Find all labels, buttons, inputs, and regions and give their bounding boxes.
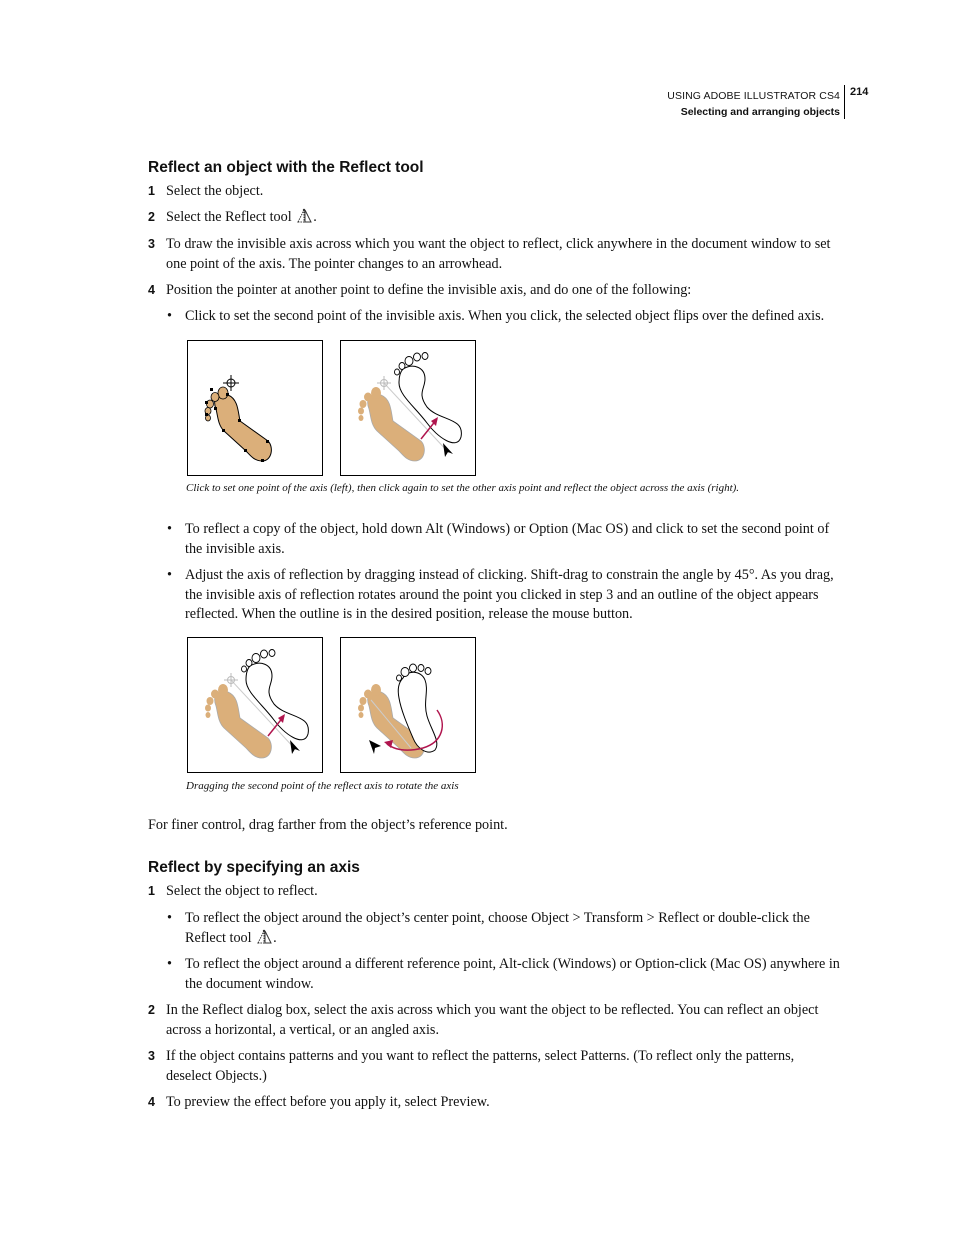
step-number: 3 bbox=[148, 237, 155, 251]
bullet-suffix: . bbox=[273, 929, 277, 946]
foot-drag-illustration bbox=[188, 638, 324, 774]
bullet-dot: • bbox=[167, 308, 172, 324]
bullet-item bbox=[167, 520, 847, 559]
bullet-item bbox=[167, 307, 847, 327]
bullet-dot: • bbox=[167, 567, 172, 583]
bullet-item bbox=[167, 566, 847, 625]
bullet-text: Click to set the second point of the invisible axis. When you click, the selected object flips over the defined axis. bbox=[185, 308, 825, 324]
step-text: Select the object. bbox=[166, 183, 264, 199]
step-text: To draw the invisible axis across which you want the object to reflect, click anywhere in the document window to set one point of the axis. The pointer changes to an arrowhead. bbox=[166, 236, 831, 272]
step-text: Select the Reflect tool bbox=[166, 209, 292, 225]
step-1 bbox=[148, 182, 848, 202]
step-number: 3 bbox=[148, 1049, 155, 1063]
bullet-text: To reflect the object around the object’s center point, choose Object > Transform > Reflect or double-click the Reflect tool bbox=[185, 910, 810, 946]
running-header bbox=[667, 88, 840, 120]
bullet-item bbox=[167, 955, 847, 994]
step-1 bbox=[148, 882, 848, 902]
step-4 bbox=[148, 281, 848, 301]
bullet-item bbox=[167, 909, 847, 948]
section-heading-reflect-tool: Reflect an object with the Reflect tool bbox=[148, 159, 424, 176]
foot-rotate-illustration bbox=[341, 638, 477, 774]
foot-reflection-illustration bbox=[341, 341, 477, 477]
bullet-text: Adjust the axis of reflection by dragging instead of clicking. Shift-drag to constrain the angle by 45°. As you drag, the invisible axis of reflection rotates around the point you clicked in step 3 and an outline of the object appears reflected. When the outline is in the desired position, release the mouse button. bbox=[185, 567, 834, 622]
step-number: 2 bbox=[148, 1003, 155, 1017]
note-paragraph: For finer control, drag farther from the object’s reference point. bbox=[148, 817, 508, 833]
reflect-tool-icon bbox=[255, 929, 273, 945]
section-heading-specify-axis: Reflect by specifying an axis bbox=[148, 859, 360, 876]
step-number: 2 bbox=[148, 210, 155, 224]
step-text: Select the object to reflect. bbox=[166, 883, 318, 899]
step-suffix: . bbox=[313, 209, 317, 225]
foot-illustration bbox=[188, 341, 324, 477]
step-4 bbox=[148, 1093, 848, 1113]
bullet-text: To reflect the object around a different reference point, Alt-click (Windows) or Option-click (Mac OS) anywhere in the document window. bbox=[185, 956, 840, 992]
step-number: 4 bbox=[148, 1095, 155, 1109]
step-2 bbox=[148, 1001, 848, 1040]
section-title: Selecting and arranging objects bbox=[680, 106, 840, 118]
bullet-text: To reflect a copy of the object, hold down Alt (Windows) or Option (Mac OS) and click to set the second point of the invisible axis. bbox=[185, 521, 830, 557]
document-title: USING ADOBE ILLUSTRATOR CS4 bbox=[667, 90, 840, 102]
step-number: 1 bbox=[148, 884, 155, 898]
figure-set-first-point bbox=[187, 340, 323, 476]
figure-caption-1: Click to set one point of the axis (left), then click again to set the other axis point and reflect the object across the axis (right). bbox=[186, 482, 740, 494]
figure-caption-2: Dragging the second point of the reflect axis to rotate the axis bbox=[186, 780, 459, 792]
figure-reflected-object bbox=[340, 340, 476, 476]
figure-rotate-axis bbox=[340, 637, 476, 773]
step-number: 1 bbox=[148, 184, 155, 198]
step-text: In the Reflect dialog box, select the axis across which you want the object to be reflected. You can reflect an object across a horizontal, a vertical, or an angled axis. bbox=[166, 1002, 819, 1038]
bullet-dot: • bbox=[167, 521, 172, 537]
bullet-dot: • bbox=[167, 956, 172, 972]
step-number: 4 bbox=[148, 283, 155, 297]
bullet-dot: • bbox=[167, 910, 172, 926]
page-number: 214 bbox=[850, 86, 869, 98]
step-3 bbox=[148, 1047, 848, 1086]
header-divider bbox=[844, 85, 845, 119]
step-text: Position the pointer at another point to define the invisible axis, and do one of the following: bbox=[166, 282, 692, 298]
step-text: To preview the effect before you apply it, select Preview. bbox=[166, 1094, 490, 1110]
reflect-tool-icon bbox=[295, 208, 313, 224]
step-text: If the object contains patterns and you want to reflect the patterns, select Patterns. (To reflect only the patterns, deselect Objects.) bbox=[166, 1048, 795, 1084]
step-2 bbox=[148, 208, 848, 228]
step-3 bbox=[148, 235, 848, 274]
figure-drag-axis bbox=[187, 637, 323, 773]
